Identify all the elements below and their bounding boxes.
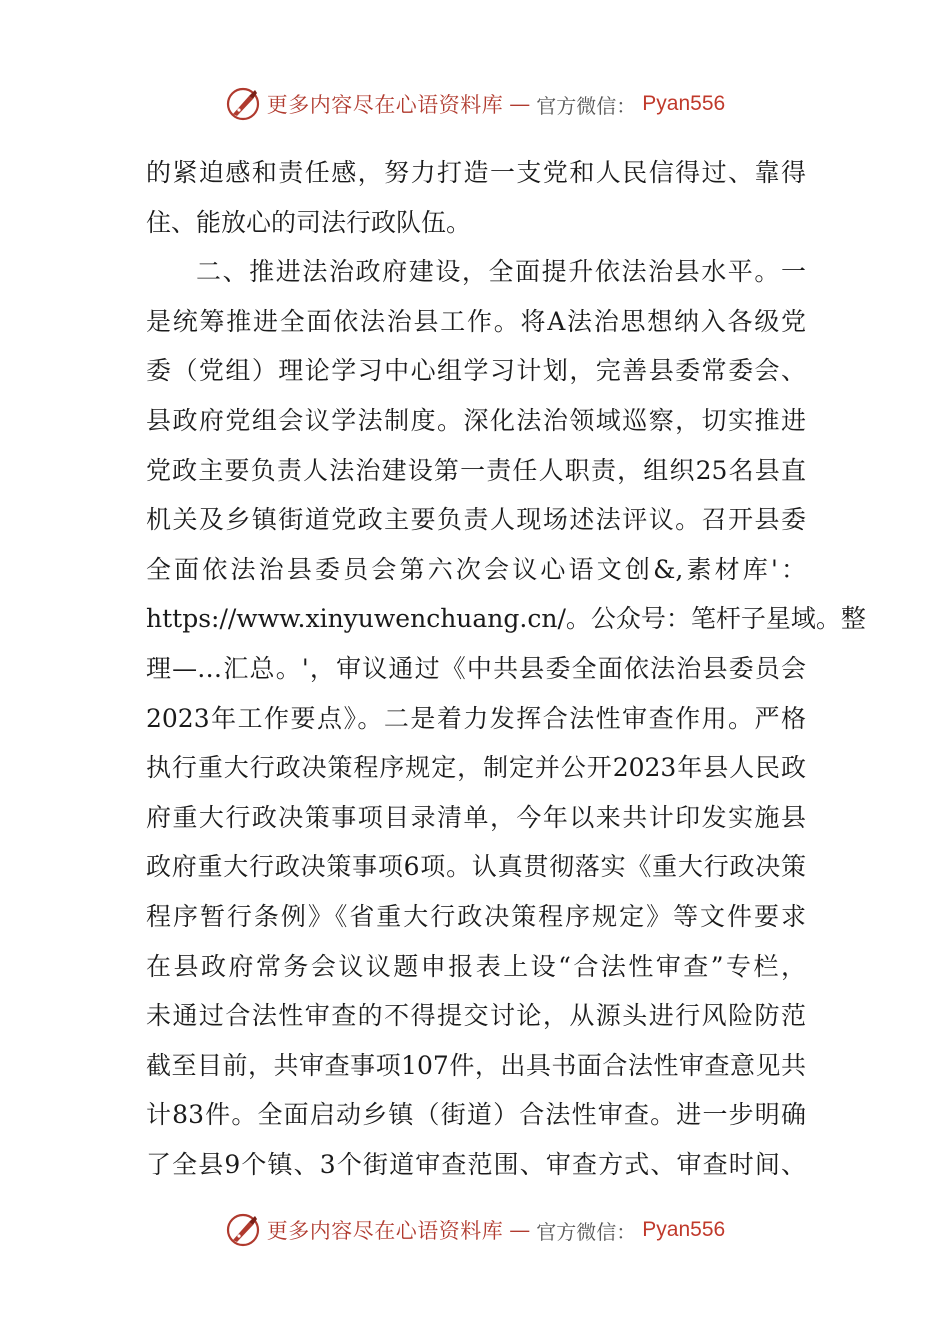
body-line: 委（党组）理论学习中心组学习计划，完善县委常委会、 (146, 356, 806, 386)
body-line: 县政府党组会议学法制度。深化法治领域巡察，切实推进 (146, 405, 806, 435)
body-line: 理—…汇总。'，审议通过《中共县委全面依法治县委员会 (146, 653, 806, 683)
body-line: 机关及乡镇街道党政主要负责人现场述法评议。召开县委 (146, 505, 806, 535)
body-line: https://www.xinyuwenchuang.cn/。公众号：笔杆子星域。整 (146, 604, 866, 634)
body-line-paragraph-start: 二、推进法治政府建设，全面提升依法治县水平。一 (196, 257, 806, 287)
body-line: 计83件。全面启动乡镇（街道）合法性审查。进一步明确 (146, 1100, 806, 1130)
body-line: 党政主要负责人法治建设第一责任人职责，组织25名县直 (146, 455, 806, 485)
body-line: 是统筹推进全面依法治县工作。将A法治思想纳入各级党 (146, 306, 806, 336)
header-site-text: 更多内容尽在心语资料库 (266, 93, 504, 117)
body-line: 府重大行政决策事项目录清单，今年以来共计印发实施县 (146, 802, 806, 832)
body-line: 政府重大行政决策事项6项。认真贯彻落实《重大行政决策 (146, 852, 806, 882)
pen-nib-logo-icon (225, 86, 261, 122)
body-line: 全面依法治县委员会第六次会议心语文创&,素材库'： (146, 554, 806, 584)
footer-site-text: 更多内容尽在心语资料库 (266, 1219, 504, 1243)
body-line: 住、能放心的司法行政队伍。 (146, 207, 472, 237)
document-body (146, 148, 866, 1189)
footer-wechat-label: 官方微信： (536, 1219, 637, 1244)
header-dash: — (509, 92, 531, 116)
body-line: 截至目前，共审查事项107件，出具书面合法性审查意见共 (146, 1050, 806, 1080)
header-wechat-label: 官方微信： (536, 93, 637, 118)
pen-nib-logo-icon (225, 1212, 261, 1248)
footer-watermark-banner (0, 1210, 950, 1250)
body-line: 执行重大行政决策程序规定，制定并公开2023年县人民政 (146, 753, 806, 783)
header-wechat-id: Pyan556 (642, 92, 726, 115)
body-line: 的紧迫感和责任感，努力打造一支党和人民信得过、靠得 (146, 158, 806, 187)
body-line: 了全县9个镇、3个街道审查范围、审查方式、审查时间、 (146, 1149, 806, 1179)
body-line: 未通过合法性审查的不得提交讨论，从源头进行风险防范 (146, 1001, 806, 1031)
body-line: 程序暂行条例》《省重大行政决策程序规定》等文件要求 (146, 901, 806, 931)
header-watermark-banner (0, 84, 950, 124)
footer-dash: — (509, 1218, 531, 1242)
footer-wechat-id: Pyan556 (642, 1218, 726, 1241)
body-line: 2023年工作要点》。二是着力发挥合法性审查作用。严格 (146, 703, 806, 733)
body-line: 在县政府常务会议议题申报表上设“合法性审查”专栏， (146, 951, 806, 981)
